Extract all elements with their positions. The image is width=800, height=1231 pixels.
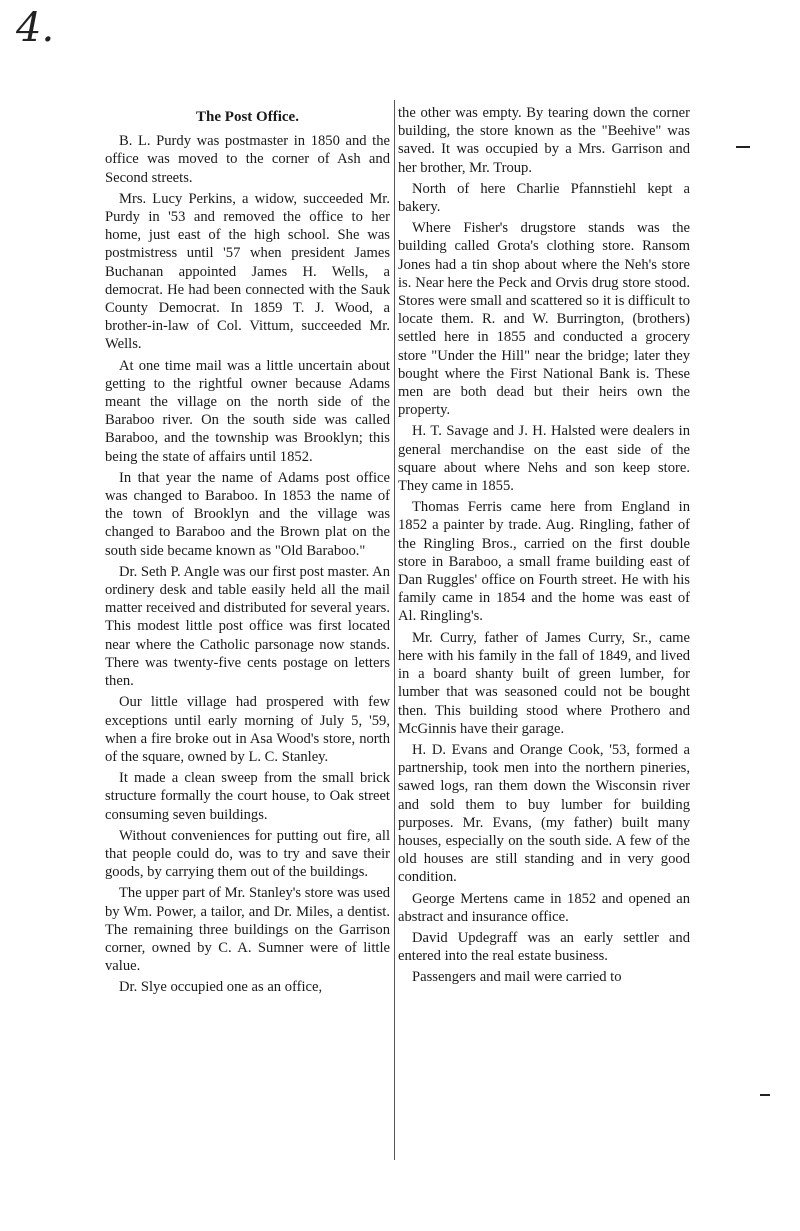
paragraph: Where Fisher's drugstore stands was the building called Grota's clothing store. Ransom Jones had a tin shop about where the Neh's store is. Near here the Peck and Orvis drug store stood. Stores were small and scattered so it is difficult to locate them. R. and W. Burrington, (brothers) settled here in 1855 and conducted a grocery store "Under the Hill" near the bridge; later they bought where the First National Bank is. These men are both dead but their heirs own the property. [398,220,690,419]
left-column [105,108,390,1000]
paragraph: The upper part of Mr. Stanley's store was used by Wm. Power, a tailor, and Dr. Miles, a dentist. The remaining three buildings on the Garrison corner, owned by C. A. Sumner were of little value. [105,885,390,975]
paragraph: H. T. Savage and J. H. Halsted were dealers in general merchandise on the east side of the square about where Nehs and son keep store. They came in 1855. [398,423,690,495]
paragraph: Mrs. Lucy Perkins, a widow, succeeded Mr. Purdy in '53 and removed the office to her home, just east of the high school. She was postmistress until '57 when president James Buchanan appointed James H. Wells, a democrat. He had been connected with the Sauk County Democrat. In 1859 T. J. Wood, a brother-in-law of Col. Vittum, succeeded Mr. Wells. [105,190,390,353]
paragraph: George Mertens came in 1852 and opened an abstract and insurance office. [398,890,690,925]
article-heading: The Post Office. [196,109,299,125]
page-number: 4. [16,5,55,51]
paragraph: Passengers and mail were carried to [412,969,622,986]
paragraph: Dr. Seth P. Angle was our first post master. An ordinery desk and table easily held all the mail matter received and distributed for several years. This modest little post office was first located near where the Catholic parsonage now stands. There was twenty-five cents postage on letters then. [105,563,390,690]
paragraph: Our little village had prospered with few exceptions until early morning of July 5, '59, when a fire broke out in Asa Wood's store, north of the square, owned by L. C. Stanley. [105,694,390,765]
paragraph: Thomas Ferris came here from England in 1852 a painter by trade. Aug. Ringling, father of the Ringling Bros., carried on the first double store in Baraboo, a small frame building east of Dan Ruggles' office on Fourth street. He with his family came in 1854 and the home was east of Al. Ringling's. [398,499,690,625]
paragraph: David Updegraff was an early settler and entered into the real estate business. [398,929,690,965]
paragraph: At one time mail was a little uncertain about getting to the rightful owner because Adams meant the village on the north side of the Baraboo river. On the south side was called Baraboo, and the township was Brooklyn; this being the state of affairs until 1852. [105,357,390,465]
column-divider [394,100,395,1160]
paragraph: Dr. Slye occupied one as an office, [119,979,323,996]
paragraph: North of here Charlie Pfannstiehl kept a bakery. [398,180,690,216]
paragraph: It made a clean sweep from the small brick structure formally the court house, to Oak street consuming seven buildings. [105,770,390,823]
right-column [398,104,690,990]
margin-mark [760,1094,770,1096]
paragraph-continued: the other was empty. By tearing down the corner building, the store known as the "Beehive" was saved. It was occupied by a Mrs. Garrison and her brother, Mr. Troup. [398,105,690,176]
paragraph: Without conveniences for putting out fire, all that people could do, was to try and save their goods, by carrying them out of the buildings. [105,827,390,881]
paragraph: B. L. Purdy was postmaster in 1850 and the office was moved to the corner of Ash and Second streets. [105,133,390,186]
paragraph: Mr. Curry, father of James Curry, Sr., came here with his family in the fall of 1849, and lived in a board shanty built of green lumber, for lumber that was seasoned could not be bought then. This building stood where Prothero and McGinnis have their garage. [398,629,690,737]
paragraph: H. D. Evans and Orange Cook, '53, formed a partnership, took men into the northern pineries, sawed logs, ran them down the Wisconsin river and sold them to buy lumber for building purposes. Mr. Evans, (my father) built many houses, especially on the south side. A few of the old houses are still standing and in very good condition. [398,741,690,886]
margin-mark [736,146,750,148]
paragraph: In that year the name of Adams post office was changed to Baraboo. In 1853 the name of the town of Brooklyn and the village was changed to Baraboo and the Brown plat on the south side became known as "Old Baraboo." [105,469,390,559]
